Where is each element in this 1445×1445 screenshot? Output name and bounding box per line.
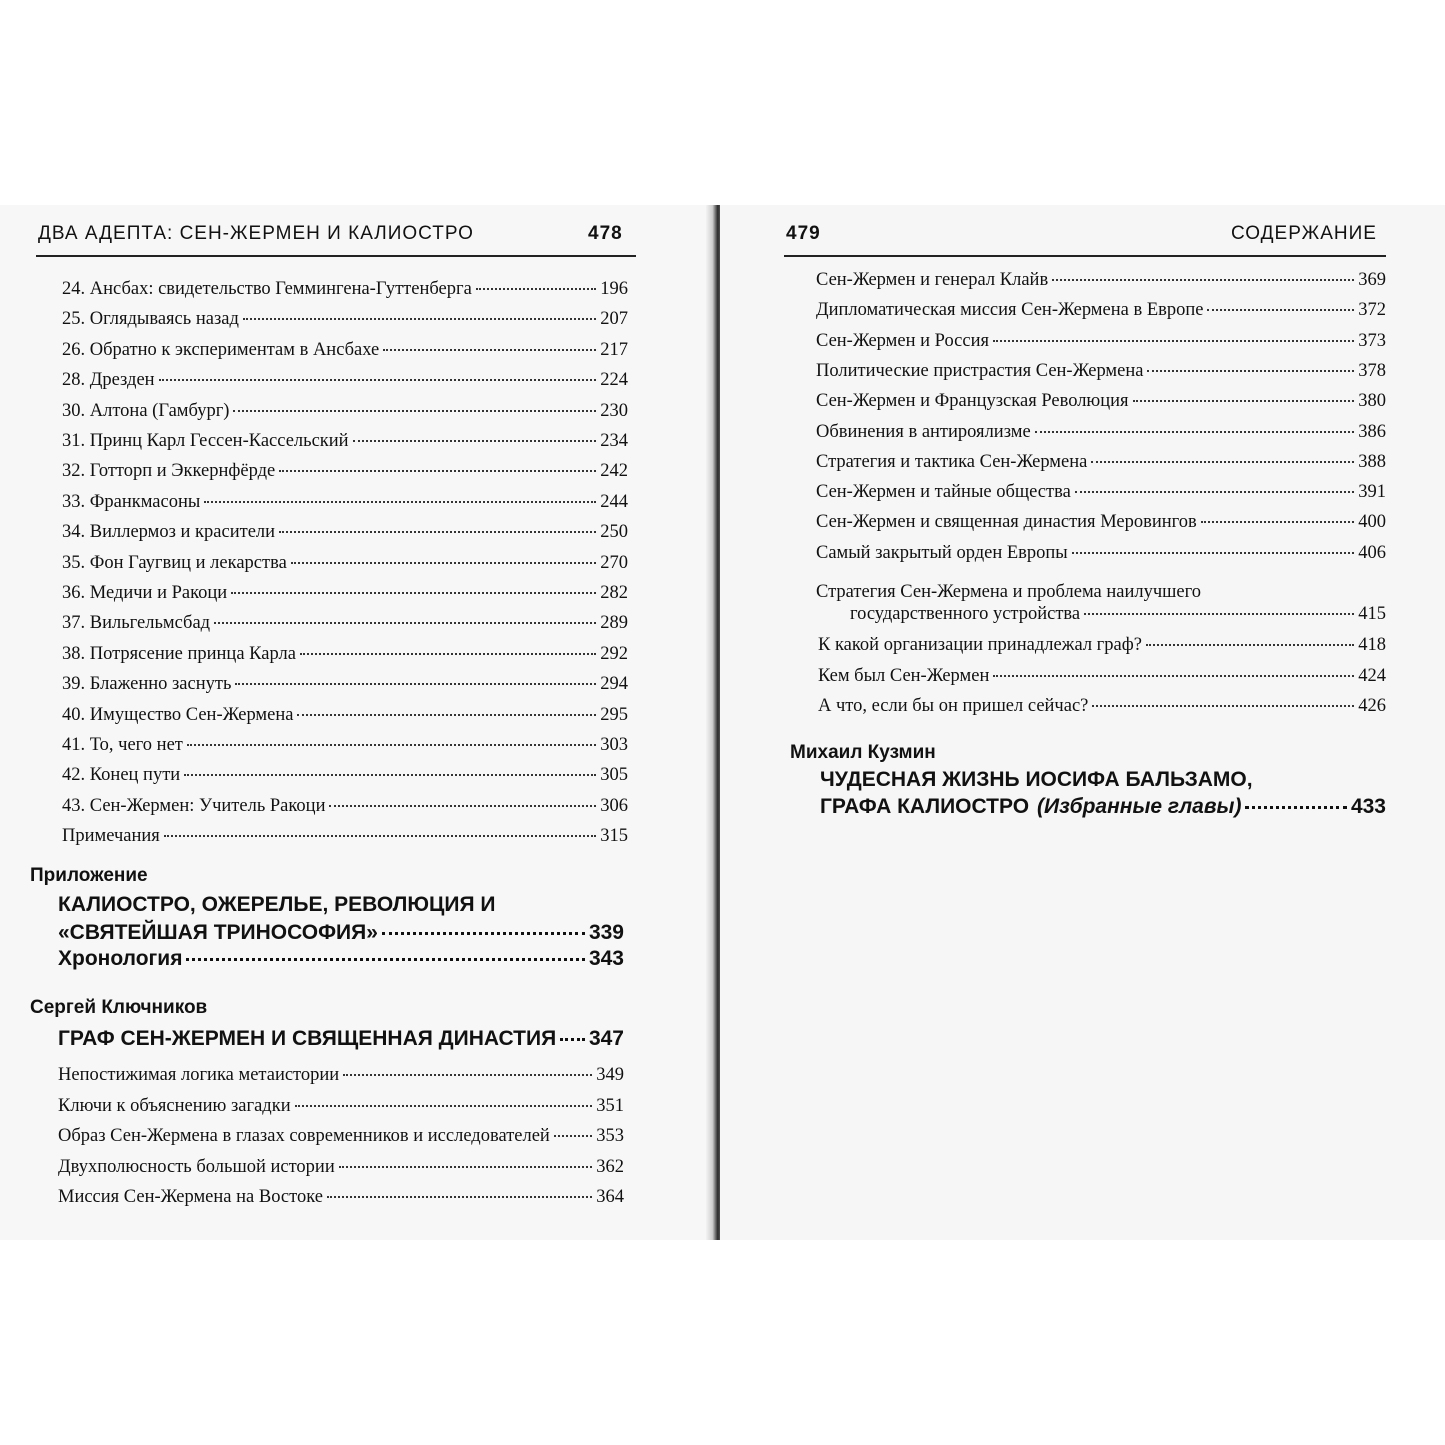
toc-entry [816, 480, 1386, 504]
leader-dots [279, 531, 596, 533]
leader-dots [1091, 461, 1354, 463]
leader-dots [1084, 613, 1354, 615]
toc-entry [58, 1155, 624, 1179]
toc-entry-page: 306 [600, 795, 628, 816]
leader-dots [993, 340, 1354, 342]
book-spread [0, 205, 1445, 1240]
leader-dots [1052, 279, 1354, 281]
toc-entry-page: 349 [596, 1065, 624, 1085]
toc-entry [62, 520, 628, 544]
section-title-line1: ЧУДЕСНАЯ ЖИЗНЬ ИОСИФА БАЛЬЗАМО, [820, 768, 1253, 791]
toc-entry-label: Непостижимая логика метаистории [58, 1065, 340, 1085]
toc-entry-label: Двухполюсность большой истории [58, 1156, 335, 1177]
leader-dots [300, 653, 596, 655]
toc-entry [816, 298, 1386, 322]
header-rule [784, 255, 1386, 257]
toc-entry [818, 633, 1386, 657]
toc-entry [62, 672, 628, 696]
toc-entry-page: 282 [600, 583, 628, 603]
toc-entry-label: 25. Оглядываясь назад [62, 309, 239, 330]
toc-entry-label: 41. То, чего нет [62, 735, 183, 755]
left-page [0, 205, 712, 1240]
toc-entry [816, 389, 1386, 413]
leader-dots [993, 675, 1354, 677]
toc-entry-page: 250 [600, 522, 628, 543]
toc-entry [816, 510, 1386, 534]
leader-dots [204, 501, 596, 503]
right-page [720, 205, 1445, 1240]
toc-entry-page: 391 [1358, 482, 1386, 503]
toc-entry-label: 40. Имущество Сен-Жермена [62, 704, 294, 725]
toc-entry-label: К какой организации принадлежал граф? [818, 635, 1142, 655]
toc-entry-label: 24. Ансбах: свидетельство Геммингена-Гуттенберга [62, 279, 472, 299]
toc-entry-page: 315 [600, 826, 628, 847]
leader-dots [1146, 644, 1354, 646]
toc-entry-label: 43. Сен-Жермен: Учитель Ракоци [62, 795, 326, 816]
leader-dots [329, 805, 596, 807]
page-number: 479 [786, 223, 821, 244]
section-author: Сергей Ключников [30, 997, 208, 1018]
appendix-heading: Приложение [30, 865, 148, 886]
toc-entry-page: 386 [1358, 421, 1386, 442]
toc-entry-page: 242 [600, 461, 628, 482]
leader-dots [164, 835, 596, 837]
toc-entry-label: Стратегия и тактика Сен-Жермена [816, 451, 1088, 472]
leader-dots [233, 410, 596, 412]
leader-dots [297, 714, 596, 716]
toc-entry-label: 39. Блаженно заснуть [62, 674, 232, 695]
appendix-title-line2: «СВЯТЕЙШАЯ ТРИНОСОФИЯ» 339 [58, 921, 624, 944]
toc-entry [62, 763, 628, 787]
toc-entry-page: 230 [600, 400, 628, 421]
toc-entry-page: 369 [1358, 270, 1386, 290]
leader-dots [383, 349, 596, 351]
toc-entry [58, 1094, 624, 1118]
toc-entry [62, 581, 628, 605]
toc-entry-label: 32. Готторп и Эккернфёрде [62, 461, 276, 482]
toc-entry [816, 450, 1386, 474]
running-header: ДВА АДЕПТА: СЕН-ЖЕРМЕН И КАЛИОСТРО [38, 223, 474, 244]
leader-dots [1133, 400, 1355, 402]
leader-dots [382, 932, 585, 935]
toc-entry-page: 217 [600, 339, 628, 360]
toc-entry [816, 420, 1386, 444]
chronology-entry: Хронология 343 [58, 947, 624, 970]
toc-entry-label: Дипломатическая миссия Сен-Жермена в Европе [816, 300, 1204, 321]
toc-entry [62, 368, 628, 392]
toc-entry [62, 703, 628, 727]
toc-entry [62, 824, 628, 848]
toc-entry [58, 1124, 624, 1148]
toc-entry [62, 551, 628, 575]
toc-entry-label: Миссия Сен-Жермена на Востоке [58, 1187, 323, 1207]
toc-entry-page: 196 [600, 279, 628, 299]
leader-dots [1201, 521, 1354, 523]
toc-entry-page: 207 [600, 309, 628, 330]
toc-entry [62, 307, 628, 331]
toc-entry-label: Образ Сен-Жермена в глазах современников и исследователей [58, 1126, 550, 1146]
toc-entry-label: 34. Виллермоз и красители [62, 522, 276, 543]
leader-dots [1147, 370, 1354, 372]
toc-entry-page: 234 [600, 431, 628, 451]
toc-entry [62, 490, 628, 514]
leader-dots [184, 774, 596, 776]
leader-dots [1092, 705, 1354, 707]
toc-entry [62, 277, 628, 301]
toc-entry-label: Примечания [62, 826, 160, 847]
toc-entry-page: 388 [1358, 451, 1386, 472]
toc-entry-page: 418 [1358, 635, 1386, 655]
toc-entry [62, 733, 628, 757]
toc-entry-label: Сен-Жермен и тайные общества [816, 482, 1071, 503]
toc-entry-page: 244 [600, 491, 628, 512]
toc-entry-label: 26. Обратно к экспериментам в Ансбахе [62, 339, 380, 360]
toc-entry [62, 338, 628, 362]
toc-entry-label: Сен-Жермен и священная династия Меровингов [816, 512, 1197, 533]
toc-entry-page: 351 [596, 1095, 624, 1116]
toc-entry-label: Сен-Жермен и Французская Революция [816, 391, 1129, 412]
toc-entry-page: 289 [600, 613, 628, 634]
leader-dots [279, 470, 596, 472]
toc-entry [818, 664, 1386, 688]
toc-entry-page: 224 [600, 370, 628, 391]
section-title: ГРАФ СЕН-ЖЕРМЕН И СВЯЩЕННАЯ ДИНАСТИЯ 347 [58, 1027, 624, 1050]
toc-entry [58, 1063, 624, 1087]
toc-entry-label: 42. Конец пути [62, 765, 181, 786]
toc-entry-label: 37. Вильгельмсбад [62, 613, 211, 634]
toc-entry: государственного устройства 415 [850, 604, 1386, 624]
toc-entry-page: 400 [1358, 512, 1386, 533]
leader-dots [243, 318, 596, 320]
toc-entry-label: Обвинения в антироялизме [816, 421, 1031, 442]
leader-dots [353, 440, 597, 442]
leader-dots [291, 562, 596, 564]
leader-dots [1245, 806, 1346, 809]
toc-entry-page: 303 [600, 735, 628, 755]
toc-entry-page: 372 [1358, 300, 1386, 321]
section-author: Михаил Кузмин [790, 742, 936, 763]
toc-entry-label: 33. Франкмасоны [62, 491, 201, 512]
toc-entry [62, 611, 628, 635]
leader-dots [1075, 491, 1354, 493]
leader-dots [554, 1135, 592, 1137]
toc-entry [816, 329, 1386, 353]
toc-entry [816, 268, 1386, 292]
running-header: СОДЕРЖАНИЕ [1231, 223, 1377, 244]
toc-entry-line1: Стратегия Сен-Жермена и проблема наилучшего [816, 582, 1201, 602]
leader-dots [159, 379, 597, 381]
leader-dots [235, 683, 596, 685]
leader-dots [560, 1038, 585, 1041]
leader-dots [295, 1105, 593, 1107]
toc-entry-label: Ключи к объяснению загадки [58, 1095, 291, 1116]
toc-entry-label: Самый закрытый орден Европы [816, 542, 1068, 563]
toc-entry-label: Политические пристрастия Сен-Жермена [816, 360, 1144, 381]
toc-entry-label: Сен-Жермен и Россия [816, 330, 989, 351]
toc-entry-label: 35. Фон Гаугвиц и лекарства [62, 552, 287, 573]
toc-entry-label: 31. Принц Карл Гессен-Кассельский [62, 431, 349, 451]
toc-entry-label: 36. Медичи и Ракоци [62, 583, 228, 603]
leader-dots [1207, 309, 1354, 311]
toc-entry-page: 292 [600, 643, 628, 664]
toc-entry-page: 305 [600, 765, 628, 786]
toc-entry [62, 429, 628, 453]
toc-entry [62, 459, 628, 483]
toc-entry-page: 373 [1358, 330, 1386, 351]
toc-entry-page: 426 [1358, 696, 1386, 716]
leader-dots [1072, 552, 1355, 554]
toc-entry-page: 294 [600, 674, 628, 695]
toc-entry [62, 794, 628, 818]
leader-dots [231, 592, 596, 594]
leader-dots [1035, 431, 1355, 433]
toc-entry-label: 38. Потрясение принца Карла [62, 643, 296, 664]
toc-entry-page: 353 [596, 1126, 624, 1146]
toc-entry [816, 359, 1386, 383]
toc-entry-page: 362 [596, 1156, 624, 1177]
toc-entry [818, 694, 1386, 718]
page-number: 478 [588, 223, 623, 244]
leader-dots [214, 622, 596, 624]
toc-entry-page: 406 [1358, 542, 1386, 563]
appendix-title-line1: КАЛИОСТРО, ОЖЕРЕЛЬЕ, РЕВОЛЮЦИЯ И [58, 893, 496, 916]
toc-entry-label: 28. Дрезден [62, 370, 155, 391]
leader-dots [476, 288, 596, 290]
toc-entry-page: 424 [1358, 665, 1386, 686]
header-rule [36, 255, 636, 257]
toc-entry-page: 364 [596, 1187, 624, 1207]
leader-dots [343, 1074, 592, 1076]
toc-entry-label: Кем был Сен-Жермен [818, 665, 990, 686]
toc-entry [62, 399, 628, 423]
toc-entry-label: 30. Алтона (Гамбург) [62, 400, 230, 421]
toc-entry-label: А что, если бы он пришел сейчас? [818, 696, 1089, 716]
leader-dots [327, 1196, 592, 1198]
section-title-line2: ГРАФА КАЛИОСТРО (Избранные главы) 433 [820, 795, 1386, 818]
toc-entry [58, 1185, 624, 1209]
leader-dots [339, 1166, 593, 1168]
toc-entry-page: 380 [1358, 391, 1386, 412]
leader-dots [186, 958, 585, 961]
toc-entry-page: 270 [600, 552, 628, 573]
toc-entry [816, 541, 1386, 565]
leader-dots [187, 744, 596, 746]
toc-entry [62, 642, 628, 666]
toc-entry-page: 295 [600, 704, 628, 725]
toc-entry-page: 378 [1358, 360, 1386, 381]
toc-entry-label: Сен-Жермен и генерал Клайв [816, 270, 1049, 290]
